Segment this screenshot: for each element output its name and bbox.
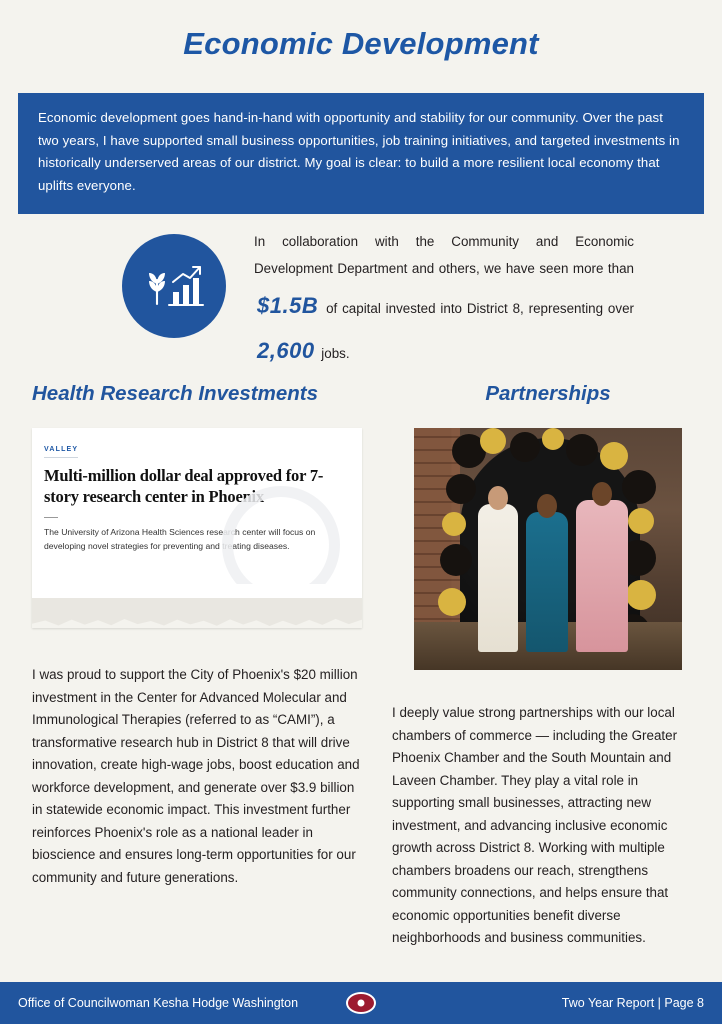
clipping-kicker: VALLEY: [44, 446, 78, 458]
clipping-subhead: The University of Arizona Health Sciences research center will focus on developing novel strategies for preventing and treating diseases.: [44, 527, 316, 551]
page-footer: [0, 982, 722, 1024]
section-heading-health-research: Health Research Investments: [32, 382, 318, 405]
section-heading-partnerships: Partnerships: [485, 382, 611, 405]
intro-text: Economic development goes hand-in-hand with opportunity and stability for our community. Over the past two years, I have supported small business opportunities, job training initiatives, and targeted investments in historically underserved areas of our district. My goal is clear: to build a more resilient local economy that uplifts everyone.: [38, 110, 680, 194]
clipping-torn-paper: [32, 584, 362, 628]
clipping-headline: Multi-million dollar deal approved for 7-story research center in Phoenix: [44, 466, 324, 507]
right-body-text: I deeply value strong partnerships with our local chambers of commerce — including the Greater Phoenix Chamber and the South Mountain and Laveen Chamber. They play a vital role in supporting small businesses, attracting new investment, and advancing inclusive economic growth across District 8. Working with multiple chambers broadens our reach, strengthens community connections, and helps ensure that economic opportunities benefit diverse neighborhoods and business communities.: [392, 705, 678, 946]
stats-row: [18, 228, 704, 373]
stats-text: [254, 228, 634, 373]
stats-lead: In collaboration with the Community and Economic Development Department and others, we have seen more than: [254, 234, 634, 277]
intro-banner: [18, 93, 704, 214]
news-clipping: [32, 428, 362, 628]
plant-growth-chart-icon: [122, 234, 226, 338]
stats-tail: jobs.: [321, 346, 350, 362]
partnerships-photo: [414, 428, 682, 670]
jobs-stat: 2,600: [257, 338, 315, 364]
clipping-divider: [44, 517, 58, 518]
stats-middle: of capital invested into District 8, representing over: [326, 300, 634, 316]
capital-stat: $1.5B: [257, 292, 319, 318]
phoenix-bird-seal-icon: [346, 992, 376, 1014]
page-title: Economic Development: [183, 26, 539, 61]
footer-office-label: Office of Councilwoman Kesha Hodge Washington: [18, 996, 299, 1010]
left-column: [32, 382, 362, 889]
footer-page-label: Two Year Report | Page 8: [561, 996, 704, 1010]
right-column: [392, 382, 704, 950]
left-body-text: I was proud to support the City of Phoenix's $20 million investment in the Center for Advanced Molecular and Immunological Therapies (referred to as “CAMI”), a transformative research hub in District 8 that will drive innovation, create high-wage jobs, boost education and workforce development, and generate over $3.9 billion in statewide economic impact. This investment further reinforces Phoenix's role as a national leader in bioscience and ensures long-term opportunities for our community and future generations.: [32, 667, 360, 885]
